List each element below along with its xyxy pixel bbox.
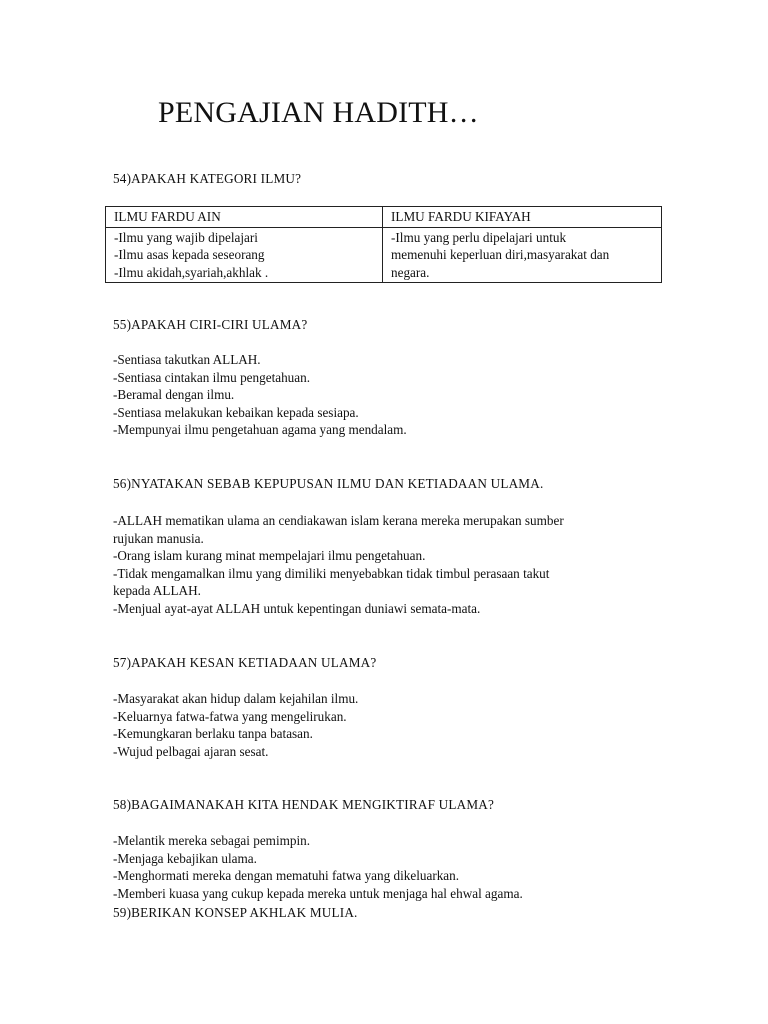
table-header-fardu-kifayah: ILMU FARDU KIFAYAH <box>383 207 662 228</box>
question-55-heading: 55)APAKAH CIRI-CIRI ULAMA? <box>113 317 308 332</box>
answer-line: -Sentiasa takutkan ALLAH. <box>113 352 261 367</box>
answer-line: -Sentiasa melakukan kebaikan kepada sesiapa. <box>113 404 359 420</box>
table-cell-fardu-ain <box>106 227 383 283</box>
table-cell-fardu-kifayah <box>383 227 662 283</box>
question-58-heading: 58)BAGAIMANAKAH KITA HENDAK MENGIKTIRAF ULAMA? <box>113 797 495 812</box>
answer-line: rujukan manusia. <box>113 530 204 546</box>
question-55-answers <box>113 351 643 439</box>
table-header-fardu-ain: ILMU FARDU AIN <box>106 207 383 228</box>
answer-line: -Kemungkaran berlaku tanpa batasan. <box>113 726 313 741</box>
table-cell-line: negara. <box>391 264 430 280</box>
question-54-heading: 54)APAKAH KATEGORI ILMU? <box>113 171 302 186</box>
answer-line: -Orang islam kurang minat mempelajari ilmu pengetahuan. <box>113 548 426 563</box>
answer-line: -Melantik mereka sebagai pemimpin. <box>113 833 311 848</box>
answer-line: -Menjaga kebajikan ulama. <box>113 850 257 866</box>
answer-line: -Masyarakat akan hidup dalam kejahilan ilmu. <box>113 691 359 706</box>
document-title: PENGAJIAN HADITH… <box>158 96 479 129</box>
question-58-answers <box>113 832 643 902</box>
answer-line: -Sentiasa cintakan ilmu pengetahuan. <box>113 369 311 385</box>
answer-line: -Memberi kuasa yang cukup kepada mereka untuk menjaga hal ehwal agama. <box>113 885 523 901</box>
table-cell-line: -Ilmu yang perlu dipelajari untuk <box>391 229 567 245</box>
answer-line: -Keluarnya fatwa-fatwa yang mengelirukan. <box>113 708 347 724</box>
table-cell-line: -Ilmu yang wajib dipelajari <box>114 229 258 245</box>
answer-line: -Mempunyai ilmu pengetahuan agama yang mendalam. <box>113 422 407 437</box>
answer-line: -Tidak mengamalkan ilmu yang dimiliki menyebabkan tidak timbul perasaan takut <box>113 565 550 581</box>
answer-line: -Menghormati mereka dengan mematuhi fatwa yang dikeluarkan. <box>113 868 460 883</box>
question-57-heading: 57)APAKAH KESAN KETIADAAN ULAMA? <box>113 655 377 670</box>
answer-line: kepada ALLAH. <box>113 583 201 598</box>
table-header-row <box>106 207 662 228</box>
answer-line: -Wujud pelbagai ajaran sesat. <box>113 743 269 759</box>
answer-line: -Beramal dengan ilmu. <box>113 387 235 402</box>
table-cell-line: -Ilmu akidah,syariah,akhlak . <box>114 264 269 280</box>
question-56-heading: 56)NYATAKAN SEBAB KEPUPUSAN ILMU DAN KETIADAAN ULAMA. <box>113 476 544 491</box>
answer-line: -Menjual ayat-ayat ALLAH untuk kepentingan duniawi semata-mata. <box>113 600 481 616</box>
ilmu-category-table <box>105 206 662 283</box>
answer-line: -ALLAH mematikan ulama an cendiakawan islam kerana mereka merupakan sumber <box>113 513 564 528</box>
table-cell-line: -Ilmu asas kepada seseorang <box>114 247 265 262</box>
table-row <box>106 227 662 283</box>
question-59-heading: 59)BERIKAN KONSEP AKHLAK MULIA. <box>113 905 358 920</box>
table-cell-line: memenuhi keperluan diri,masyarakat dan <box>391 247 610 262</box>
question-56-answers <box>113 512 643 617</box>
question-57-answers <box>113 690 643 760</box>
